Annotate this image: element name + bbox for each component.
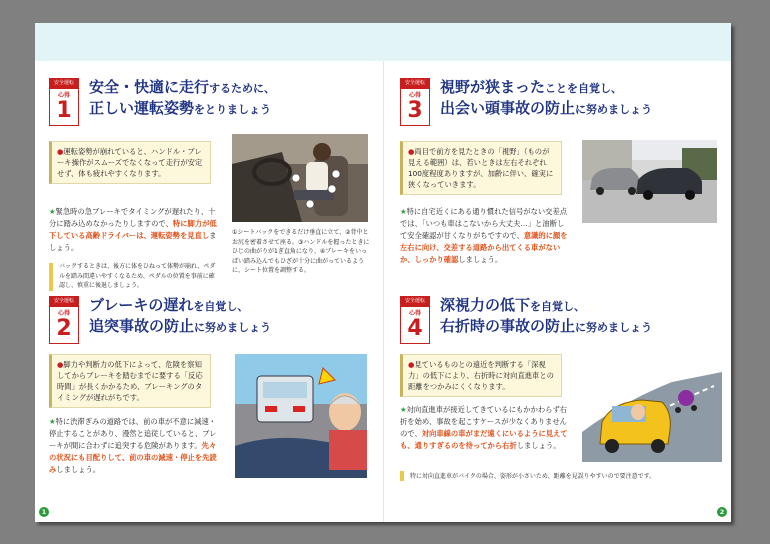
badge-number: 3 [407,98,423,123]
badge-kanji: 心得 [408,310,421,317]
section-title-line2: 追突事故の防止に努めましょう [89,317,272,335]
page-number-left: 1 [39,507,49,517]
section-badge [400,78,430,124]
badge-number: 2 [56,316,72,341]
photo-caption: ①シートバックをできるだけ垂直に立て、②背中とお尻を密着させて座る。③ハンドルを握ったときにひじの曲がりが1ぎ直角になり、④ブレーキをいっぱい踏み込んでもひざが十分に曲がっているように、シート位置を調整する。 [232,229,370,274]
intersection-photo [582,140,717,223]
page-number-right: 2 [717,507,727,517]
badge-kanji: 心得 [57,310,70,317]
driver-posture-photo [232,134,368,222]
section-title-line2: 正しい運転姿勢をとりましょう [89,99,272,117]
badge-tag: 安全運転 [49,296,79,306]
badge-kanji: 心得 [408,92,421,99]
section-2 [49,296,387,516]
badge-tag: 安全運転 [400,296,430,306]
note-bar [49,263,53,291]
badge-tag: 安全運転 [49,78,79,88]
badge-kanji: 心得 [57,92,70,99]
badge-tag: 安全運転 [400,78,430,88]
info-box: ●運転姿勢が崩れていると、ハンドル・ブレーキ操作がスムーズでなくなって走行が安定せず、体も疲れやすくなります。 [49,141,211,184]
brochure-spread [35,23,731,522]
top-band [35,23,731,61]
section-badge [400,296,430,342]
section-title-line1: 深視力の低下を自覚し、 [440,296,586,314]
right-turn-illustration [582,372,722,462]
section-title-line2: 出会い頭事故の防止に努めましょう [440,99,653,117]
tip-text: ★特に渋滞ぎみの道路では、前の車が不意に減速・停止することがあり、漫然と追従していると、ブレーキが間に合わずに追突する危険があります。先々の状況にも目配りして、前の車の減速・停止を先読みしましょう。 [49,417,217,474]
section-3 [400,78,738,298]
section-title-line1: 安全・快適に走行するために、 [89,78,276,96]
badge-number: 1 [56,98,72,123]
tip-text: ★特に自宅近くにある通り慣れた信号がない交差点では、「いつも車はこないから大丈夫…」と油断して安全確認が甘くなりがちですので、意識的に顔を左右に向け、交差する道路から出てくる車がないか、しっかり確認しましょう。 [400,207,568,264]
info-box: ●両目で前方を見たときの「視野」（ものが見える範囲）は、若いときは左右それぞれ100度程度ありますが、加齢に伴い、確実に狭くなっていきます。 [400,141,562,195]
section-4 [400,296,738,516]
section-title-line2: 右折時の事故の防止に努めましょう [440,317,653,335]
tip-text: ★緊急時の急ブレーキでタイミングが遅れたり、十分に踏み込めなかったりしますので、特に脚力が低下している高齢ドライバーは、運転姿勢を見直しましょう。 [49,207,217,252]
section-title-line1: 視野が狭まったことを自覚し、 [440,78,623,96]
rear-end-illustration [235,354,367,478]
info-box: ●見ているものとの遠近を判断する「深視力」の低下により、右折時に対向直進車との距離をつかみにくくなります。 [400,354,562,397]
badge-number: 4 [407,316,423,341]
section-badge [49,78,79,124]
posture-note: バックするときは、後方に体をひねって体勢が崩れ、ペダルを踏み間違いやすくなるため、ペダルの位置を事前に確認し、慎重に後退しましょう。 [59,263,216,289]
section-1 [49,78,387,298]
info-box: ●脚力や判断力の低下によって、危険を察知してからブレーキを踏むまでに要する「反応時間」が長くかかるため、ブレーキングのタイミングが遅れがちです。 [49,354,211,408]
tip-text: ★対向直進車が接近してきているにもかかわらず右折を始め、事故を起こすケースが少なくありませんので、対向車線の車がまだ遠くにいるように見えても、通りすぎるのを待ってから右折しましょう。 [400,405,568,450]
section-title-line1: ブレーキの遅れを自覚し、 [89,296,249,314]
motorbike-note: 特に対向直進車がバイクの場合、姿形が小さいため、距離を見誤りやすいので要注意です。 [410,473,656,480]
note-bar [400,471,404,481]
section-badge [49,296,79,342]
